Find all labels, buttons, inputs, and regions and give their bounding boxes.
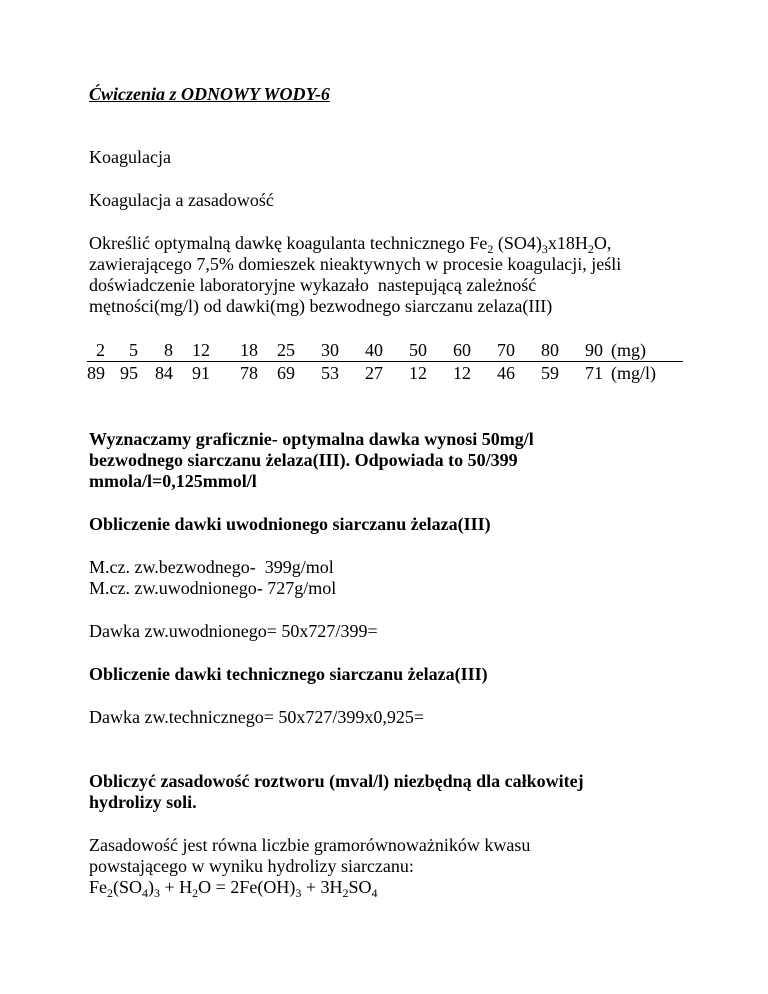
table-cell: 78 xyxy=(240,362,258,383)
molar-mass-anhydrous: M.cz. zw.bezwodnego- 399g/mol xyxy=(89,557,334,577)
table-cell: 12 xyxy=(453,362,471,383)
technical-dose-formula: Dawka zw.technicznego= 50x727/399x0,925= xyxy=(89,707,425,727)
table-cell: 90 xyxy=(559,339,603,362)
table-cell: 71 xyxy=(585,362,603,383)
table-cell: 12 xyxy=(173,339,210,362)
section-heading-coagulation: Koagulacja xyxy=(89,147,171,167)
table-cell: 40 xyxy=(339,339,383,362)
table-cell: 70 xyxy=(471,339,515,362)
table-cell: 53 xyxy=(321,362,339,383)
task-line-2: zawierającego 7,5% domieszek nieaktywnych w procesie koagulacji, jeśli xyxy=(89,254,622,274)
hydrated-dose-formula: Dawka zw.uwodnionego= 50x727/399= xyxy=(89,621,378,641)
table-cell: 91 xyxy=(192,362,210,383)
section-heading-alkalinity: Koagulacja a zasadowość xyxy=(89,190,274,210)
result-line-3: mmola/l=0,125mmol/l xyxy=(89,471,257,491)
table-cell: 5 xyxy=(105,339,138,362)
table-cell: 18 xyxy=(210,339,258,362)
heading-hydrated-dose: Obliczenie dawki uwodnionego siarczanu żelaza(III) xyxy=(89,514,491,534)
heading-technical-dose: Obliczenie dawki technicznego siarczanu żelaza(III) xyxy=(89,664,488,684)
table-cell: 59 xyxy=(541,362,559,383)
table-cell: 30 xyxy=(295,339,339,362)
table-unit-cell: (mg) xyxy=(603,339,683,362)
task-line-4: mętności(mg/l) od dawki(mg) bezwodnego siarczanu zelaza(III) xyxy=(89,296,553,316)
explanation-line-2: powstającego w wyniku hydrolizy siarczanu: xyxy=(89,856,414,876)
table-cell: 80 xyxy=(515,339,559,362)
table-cell: 25 xyxy=(258,339,295,362)
result-line-2: bezwodnego siarczanu żelaza(III). Odpowiada to 50/399 xyxy=(89,450,518,470)
table-cell: 2 xyxy=(87,339,105,362)
alkalinity-line-2: hydrolizy soli. xyxy=(89,792,197,812)
task-line-1: Określić optymalną dawkę koagulanta technicznego $Fe_2$ $(SO4)_3x18H_2O$, xyxy=(89,233,612,256)
table-cell: 50 xyxy=(383,339,427,362)
table-cell: 27 xyxy=(365,362,383,383)
table-cell: 46 xyxy=(497,362,515,383)
result-line-1: Wyznaczamy graficznie- optymalna dawka wynosi 50mg/l xyxy=(89,429,534,449)
dose-turbidity-table xyxy=(87,339,683,384)
table-row-turbidity xyxy=(87,362,683,385)
alkalinity-line-1: Obliczyć zasadowość roztworu (mval/l) niezbędną dla całkowitej xyxy=(89,771,584,791)
table-cell: 8 xyxy=(138,339,173,362)
table-cell: 60 xyxy=(427,339,471,362)
table-row-dose xyxy=(87,339,683,362)
table-cell: 95 xyxy=(120,362,138,383)
table-cell: 12 xyxy=(409,362,427,383)
table-cell: 69 xyxy=(277,362,295,383)
explanation-line-1: Zasadowość jest równa liczbie gramorównoważników kwasu xyxy=(89,835,531,855)
page-title: Ćwiczenia z ODNOWY WODY-6 xyxy=(89,84,330,104)
table-cell: 84 xyxy=(155,362,173,383)
table-unit-cell: (mg/l) xyxy=(611,362,656,383)
table-cell: 89 xyxy=(87,362,105,383)
task-line-3: doświadczenie laboratoryjne wykazało nastepującą zależność xyxy=(89,275,537,295)
hydrolysis-equation: $Fe_2(SO_4)_3 + H_2O = 2Fe(OH)_3 + 3H_2SO_4$ xyxy=(89,877,378,900)
molar-mass-hydrated: M.cz. zw.uwodnionego- 727g/mol xyxy=(89,578,337,598)
